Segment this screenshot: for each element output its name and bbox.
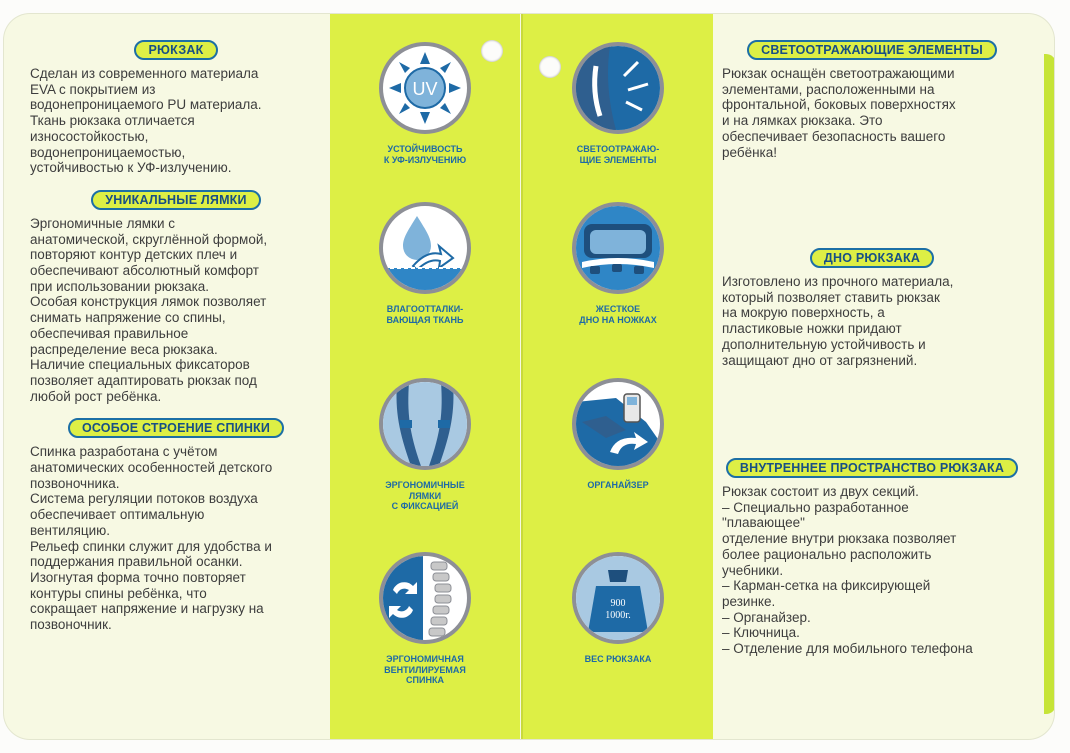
right-bottom-section	[722, 248, 1022, 368]
backpack-text: Сделан из современного материала EVA с покрытием из водонепроницаемого PU материала. Ткань рюкзака отличается износостойкостью, водонепроницаемостью, устойчивостью к УФ-излучению.	[30, 66, 262, 176]
hard-bottom-icon	[572, 202, 664, 294]
water-feature	[350, 202, 500, 325]
weight-label: ВЕС РЮКЗАКА	[584, 654, 652, 664]
spine-feature	[350, 552, 500, 686]
weight-icon	[572, 552, 664, 644]
bottom-heading: ДНО РЮКЗАКА	[810, 248, 934, 268]
uv-feature	[350, 42, 500, 165]
weight-value-1: 900	[610, 598, 626, 609]
fold-line	[521, 14, 523, 739]
organizer-icon	[572, 378, 664, 470]
spine-icon	[379, 552, 471, 644]
backpack-heading: РЮКЗАК	[134, 40, 217, 60]
spine-label: ЭРГОНОМИЧНАЯ ВЕНТИЛИРУЕМАЯ СПИНКА	[384, 654, 466, 685]
water-label: ВЛАГООТТАЛКИ- ВАЮЩАЯ ТКАНЬ	[386, 304, 464, 325]
organizer-feature	[543, 378, 693, 491]
uv-sun-icon	[379, 42, 471, 134]
right-inside-section	[722, 458, 1022, 657]
uv-label: УСТОЙЧИВОСТЬ К УФ-ИЗЛУЧЕНИЮ	[383, 144, 467, 165]
organizer-label: ОРГАНАЙЗЕР	[587, 480, 649, 490]
back-text: Спинка разработана с учётом анатомических особенностей детского позвоночника. Система регуляции потоков воздуха обеспечивает оптимальную вентиляцию. Рельеф спинки служит для удобства и поддержания правильной осанки. Изогнутая форма точно повторяет контуры спины ребёнка, что сокращает напряжение и нагрузку на позвоночник.	[30, 444, 273, 633]
left-text-column	[30, 40, 322, 633]
green-edge	[1044, 54, 1054, 714]
uv-text: UV	[412, 79, 438, 99]
brochure-card	[4, 14, 1054, 739]
bottom-label: ЖЕСТКОЕ ДНО НА НОЖКАХ	[579, 304, 657, 325]
back-heading: ОСОБОЕ СТРОЕНИЕ СПИНКИ	[68, 418, 284, 438]
weight-feature	[543, 552, 693, 665]
reflective-label: СВЕТООТРАЖАЮ- ЩИЕ ЭЛЕМЕНТЫ	[576, 144, 660, 165]
right-text-column	[722, 40, 1022, 160]
reflective-feature	[543, 42, 693, 165]
reflective-heading: СВЕТООТРАЖАЮЩИЕ ЭЛЕМЕНТЫ	[747, 40, 997, 60]
reflective-text: Рюкзак оснащён светоотражающими элементами, расположенными на фронтальной, боковых поверхностях и на лямках рюкзака. Это обеспечивает безопасность вашего ребёнка!	[722, 66, 956, 160]
weight-value-2: 1000г.	[605, 610, 631, 621]
straps-text: Эргономичные лямки с анатомической, скруглённой формой, повторяют контур детских плеч и обеспечивают абсолютный комфорт при использовании рюкзака. Особая конструкция лямок позволяет снимать напряжение со спины, обеспечивая правильное распределение веса рюкзака. Наличие специальных фиксаторов позволяет адаптировать рюкзак под любой рост ребёнка.	[30, 215, 268, 404]
inside-heading: ВНУТРЕННЕЕ ПРОСТРАНСТВО РЮКЗАКА	[726, 458, 1018, 478]
straps-icon	[379, 378, 471, 470]
straps-feature	[350, 378, 500, 512]
bottom-feature	[543, 202, 693, 325]
straps-heading: УНИКАЛЬНЫЕ ЛЯМКИ	[91, 190, 260, 210]
bottom-text: Изготовлено из прочного материала, который позволяет ставить рюкзак на мокрую поверхность, а пластиковые ножки придают дополнительную устойчивость и защищают дно от загрязнений.	[722, 274, 954, 368]
inside-text: Рюкзак состоит из двух секций. – Специально разработанное "плавающее" отделение внутри рюкзака позволяет более рационально расположить учебники. – Карман-сетка на фиксирующей резинке. – Органайзер. – Ключница. – Отделение для мобильного телефона	[722, 484, 973, 657]
reflective-icon	[572, 42, 664, 134]
straps-label: ЭРГОНОМИЧНЫЕ ЛЯМКИ С ФИКСАЦИЕЙ	[385, 480, 465, 511]
water-repellent-icon	[379, 202, 471, 294]
